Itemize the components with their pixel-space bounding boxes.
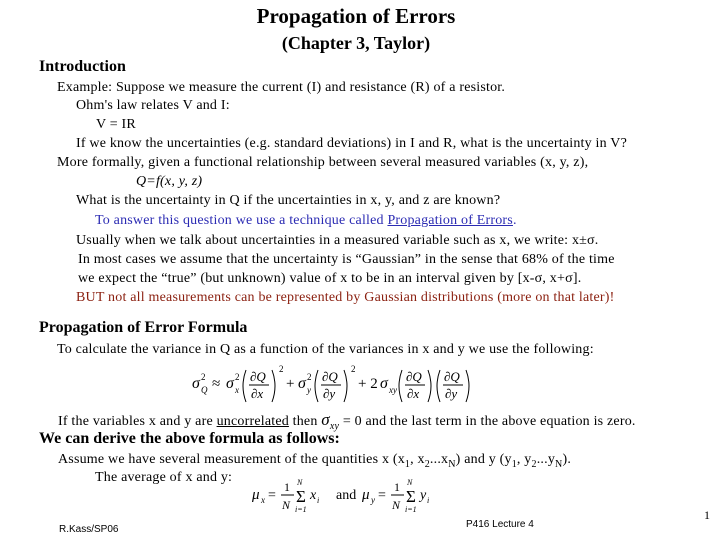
note-suffix: = 0 and the last term in the above equation is zero.	[342, 414, 636, 429]
svg-text:N: N	[282, 498, 291, 512]
intro-line	[95, 213, 517, 229]
subscript: 1	[404, 458, 411, 470]
derive-text: Assume we have several measurement of the quantities x (x	[58, 452, 405, 467]
technique-text: To answer this question we use a technique called	[95, 213, 384, 228]
derive-text: , y	[516, 452, 532, 467]
footer-lecture: P416 Lecture 4	[466, 519, 534, 530]
svg-text:1: 1	[284, 480, 290, 494]
svg-text:∂x: ∂x	[251, 386, 264, 401]
svg-text:xy: xy	[389, 385, 397, 395]
svg-text:2: 2	[235, 372, 240, 382]
svg-text:N: N	[297, 478, 303, 487]
intro-line: If we know the uncertainties (e.g. standard deviations) in I and R, what is the uncertainty in V?	[76, 136, 627, 151]
svg-text:≈: ≈	[212, 376, 221, 392]
svg-text:x: x	[261, 495, 265, 505]
intro-line: we expect the “true” (but unknown) value of x to be in an interval given by [x-σ, x+σ].	[78, 271, 582, 286]
intro-heading: Introduction	[39, 58, 126, 75]
subscript: 2	[424, 458, 430, 470]
svg-text:i=1: i=1	[295, 505, 307, 514]
formula-intro: To calculate the variance in Q as a function of the variances in x and y we use the following:	[57, 342, 594, 357]
svg-text:2: 2	[351, 364, 356, 374]
subscript: N	[448, 458, 456, 470]
svg-text:+: +	[286, 376, 295, 392]
svg-text:x: x	[310, 488, 317, 503]
footer-author: R.Kass/SP06	[59, 524, 119, 535]
svg-text:∂Q: ∂Q	[322, 369, 338, 384]
intro-line: Ohm's law relates V and I:	[76, 98, 230, 113]
derive-text: ).	[562, 452, 572, 467]
derive-text: ) and y (y	[455, 452, 512, 467]
svg-text:i: i	[427, 496, 430, 505]
propagation-formula-image	[190, 358, 670, 404]
subscript: 1	[511, 458, 517, 470]
svg-text:∂x: ∂x	[407, 386, 420, 401]
svg-text:N: N	[392, 498, 401, 512]
intro-line: What is the uncertainty in Q if the uncertainties in x, y, and z are known?	[76, 193, 501, 208]
propagation-of-errors-link: Propagation of Errors	[387, 213, 513, 228]
derive-text: , x	[410, 452, 425, 467]
svg-text:and: and	[336, 488, 357, 503]
intro-line: More formally, given a functional relationship between several measured variables (x, y, z),	[57, 155, 589, 170]
uncorrelated-note	[58, 410, 636, 432]
svg-text:∂Q: ∂Q	[250, 369, 266, 384]
sigma-symbol: σ	[321, 410, 330, 429]
svg-text:y: y	[420, 488, 427, 503]
svg-text:=: =	[378, 488, 386, 503]
svg-text:2: 2	[201, 372, 206, 382]
svg-text:Σ: Σ	[406, 487, 416, 506]
subscript: 2	[531, 458, 537, 470]
svg-text:2: 2	[307, 372, 312, 382]
page-title: Propagation of Errors	[256, 4, 456, 28]
svg-text:1: 1	[394, 480, 400, 494]
derive-text: ...y	[536, 452, 556, 467]
intro-line: In most cases we assume that the uncertainty is “Gaussian” in the sense that 68% of the time	[78, 252, 615, 267]
svg-text:σ: σ	[298, 375, 306, 392]
intro-line: V = IR	[96, 117, 136, 132]
note-prefix: If the variables x and y are	[58, 414, 213, 429]
svg-text:y: y	[307, 385, 311, 395]
derive-line-1	[58, 452, 571, 470]
svg-text:i: i	[317, 496, 320, 505]
uncorrelated-term: uncorrelated	[216, 414, 289, 429]
period: .	[512, 213, 517, 228]
svg-text:σ: σ	[380, 375, 388, 392]
derive-text: ...x	[429, 452, 449, 467]
svg-text:∂Q: ∂Q	[444, 369, 460, 384]
svg-text:=: =	[268, 488, 276, 503]
svg-text:μ: μ	[362, 487, 370, 503]
svg-text:x: x	[235, 385, 239, 395]
svg-text:Σ: Σ	[296, 487, 306, 506]
page-subtitle: (Chapter 3, Taylor)	[281, 33, 431, 53]
derive-heading: We can derive the above formula as follows:	[39, 430, 340, 447]
svg-text:∂Q: ∂Q	[406, 369, 422, 384]
svg-text:μ: μ	[252, 487, 260, 503]
note-then: then	[292, 414, 318, 429]
page-number: 1	[704, 508, 710, 522]
svg-text:∂y: ∂y	[445, 386, 458, 401]
svg-text:y: y	[371, 495, 375, 505]
intro-line: Usually when we talk about uncertainties in a measured variable such as x, we write: x±σ.	[76, 233, 599, 248]
sigma-subscript: xy	[329, 420, 340, 432]
average-formula-image	[250, 472, 450, 516]
svg-text:Q: Q	[201, 385, 208, 395]
svg-text:∂y: ∂y	[323, 386, 336, 401]
intro-line: BUT not all measurements can be represented by Gaussian distributions (more on that later)!	[76, 290, 615, 305]
svg-text:+ 2: + 2	[358, 376, 378, 392]
svg-text:N: N	[407, 478, 413, 487]
svg-text:2: 2	[279, 364, 284, 374]
intro-line: Example: Suppose we measure the current (I) and resistance (R) of a resistor.	[57, 80, 506, 95]
formula-heading: Propagation of Error Formula	[39, 319, 248, 336]
svg-text:σ: σ	[226, 375, 234, 392]
svg-text:i=1: i=1	[405, 505, 417, 514]
intro-line: Q=f(x, y, z)	[136, 174, 203, 189]
derive-line-2: The average of x and y:	[95, 470, 233, 485]
subscript: N	[555, 458, 563, 470]
svg-text:σ: σ	[192, 375, 200, 392]
